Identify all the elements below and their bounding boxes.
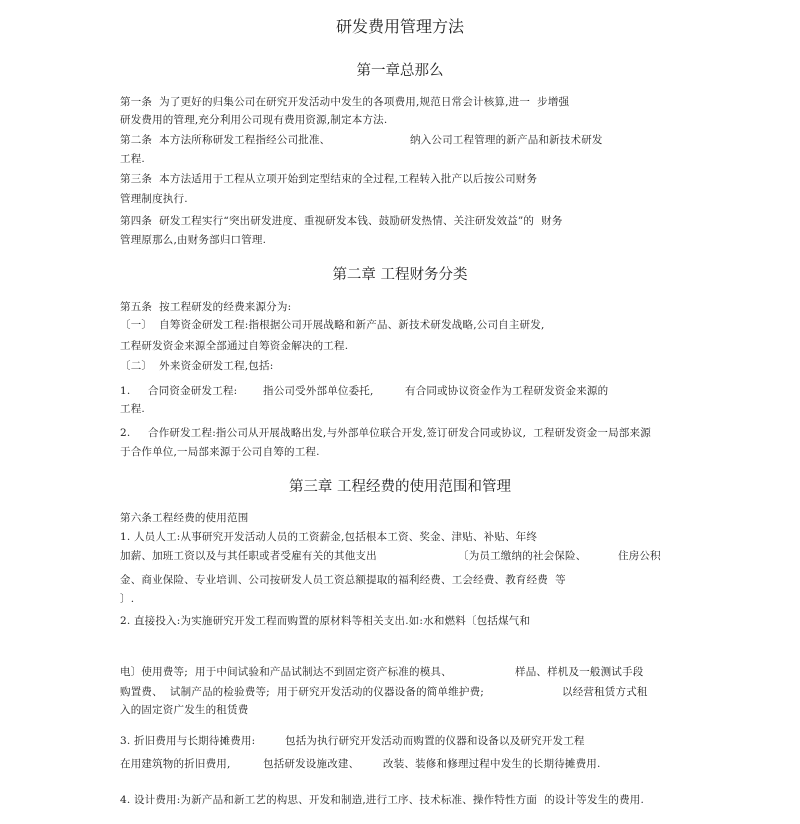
item-1-number: 1. — [120, 385, 131, 397]
article-2-line-1a: 第二条 本方法所称研发工程指经公司批准、 — [120, 134, 331, 146]
document-title: 研发费用管理方法 — [335, 17, 464, 36]
clause-1-line-1: 1. 人员人工:从事研究开发活动人员的工资薪金,包括根本工资、奖金、津贴、补贴、年终 — [120, 531, 538, 543]
clause-2-line-3b: 以经营租赁方式租 — [562, 686, 648, 698]
item-1-line-2: 工程. — [120, 403, 145, 415]
clause-3-line-2c: 改装、装修和修理过程中发生的长期待摊费用. — [383, 758, 601, 770]
item-1-part-c: 有合同或协议资金作为工程研发资金来源的 — [405, 385, 609, 397]
clause-3-line-1a: 3. 折旧费用与长期待摊费用: — [120, 735, 256, 747]
clause-1-line-2b: 〔为员工缴纳的社会保险、 — [458, 550, 587, 562]
paragraph-2: 〔二〕 外来资金研发工程,包括: — [120, 360, 274, 372]
clause-1-line-3: 金、商业保险、专业培训、公司按研发人员工资总额提取的福利经费、工会经费、教育经费 等 — [120, 574, 566, 586]
chapter-3-heading: 第三章 工程经费的使用范围和管理 — [288, 479, 512, 495]
article-3-line-2: 管理制度执行. — [120, 193, 188, 205]
clause-1-line-4: 〕. — [120, 593, 135, 605]
article-1-line-2: 研发费用的管理,充分利用公司现有费用资源,制定本方法. — [120, 114, 388, 126]
article-2-line-2: 工程. — [120, 153, 145, 165]
clause-2-line-3a: 购置费、 试制产品的检验费等; 用于研究开发活动的仪器设备的简单维护费; — [120, 686, 485, 698]
clause-2-line-2b: 样品、样机及一般测试手段 — [515, 666, 644, 678]
article-4-line-2: 管理原那么,由财务部归口管理. — [120, 234, 267, 246]
clause-2-line-4: 入的固定资广发生的租赁费 — [120, 704, 249, 716]
clause-3-line-1b: 包括为执行研究开发活动而购置的仪器和设备以及研究开发工程 — [285, 735, 585, 747]
clause-1-line-2c: 住房公积 — [618, 550, 661, 562]
paragraph-1-line-2: 工程研发资金来源全部通过自筹资金解决的工程. — [120, 340, 349, 352]
clause-3-line-2b: 包括研发设施改建、 — [263, 758, 360, 770]
item-2-number: 2. — [120, 427, 131, 439]
clause-4-line-1: 4. 设计费用:为新产品和新工艺的构思、开发和制造,进行工序、技术标准、操作特性方面 的设计等发生的费用. — [120, 794, 645, 806]
article-3-line-1: 第三条 本方法适用于工程从立项开始到定型结束的全过程,工程转入批产以后按公司财务 — [120, 173, 538, 185]
item-2-line-2: 于合作单位,一局部来源于公司自筹的工程. — [120, 446, 320, 458]
clause-1-line-2a: 加薪、加班工资以及与其任职或者受雇有关的其他支出 — [120, 550, 377, 562]
article-5: 第五条 按工程研发的经费来源分为: — [120, 301, 292, 313]
article-1-line-1: 第一条 为了更好的归集公司在研究开发活动中发生的各项费用,规范日常会计核算,进一 步增强 — [120, 96, 570, 108]
chapter-1-heading: 第一章总那么 — [356, 63, 444, 79]
article-2-line-1b: 纳入公司工程管理的新产品和新技术研发 — [410, 134, 603, 146]
chapter-2-heading: 第二章 工程财务分类 — [332, 267, 468, 283]
clause-2-line-2a: 电〕使用费等; 用于中间试验和产品试制达不到固定资产标准的模具、 — [120, 666, 452, 678]
article-4-line-1: 第四条 研发工程实行“突出研发进度、重视研发本钱、鼓励研发热情、关注研发效益”的 财务 — [120, 215, 563, 227]
paragraph-1-line-1: 〔一〕 自筹资金研发工程:指根据公司开展战略和新产品、新技术研发战略,公司自主研发, — [120, 319, 545, 331]
article-6: 第六条工程经费的使用范围 — [120, 512, 249, 524]
clause-3-line-2a: 在用建筑物的折旧费用, — [120, 758, 231, 770]
clause-2-line-1: 2. 直接投入:为实施研究开发工程而购置的原材料等相关支出.如:水和燃料〔包括煤气和 — [120, 615, 531, 627]
item-1-part-b: 指公司受外部单位委托, — [263, 385, 374, 397]
item-2-line-1: 合作研发工程:指公司从开展战略出发,与外部单位联合开发,签订研发合同或协议, 工程研发资金一局部来源 — [148, 427, 651, 439]
item-1-part-a: 合同资金研发工程: — [148, 385, 238, 397]
